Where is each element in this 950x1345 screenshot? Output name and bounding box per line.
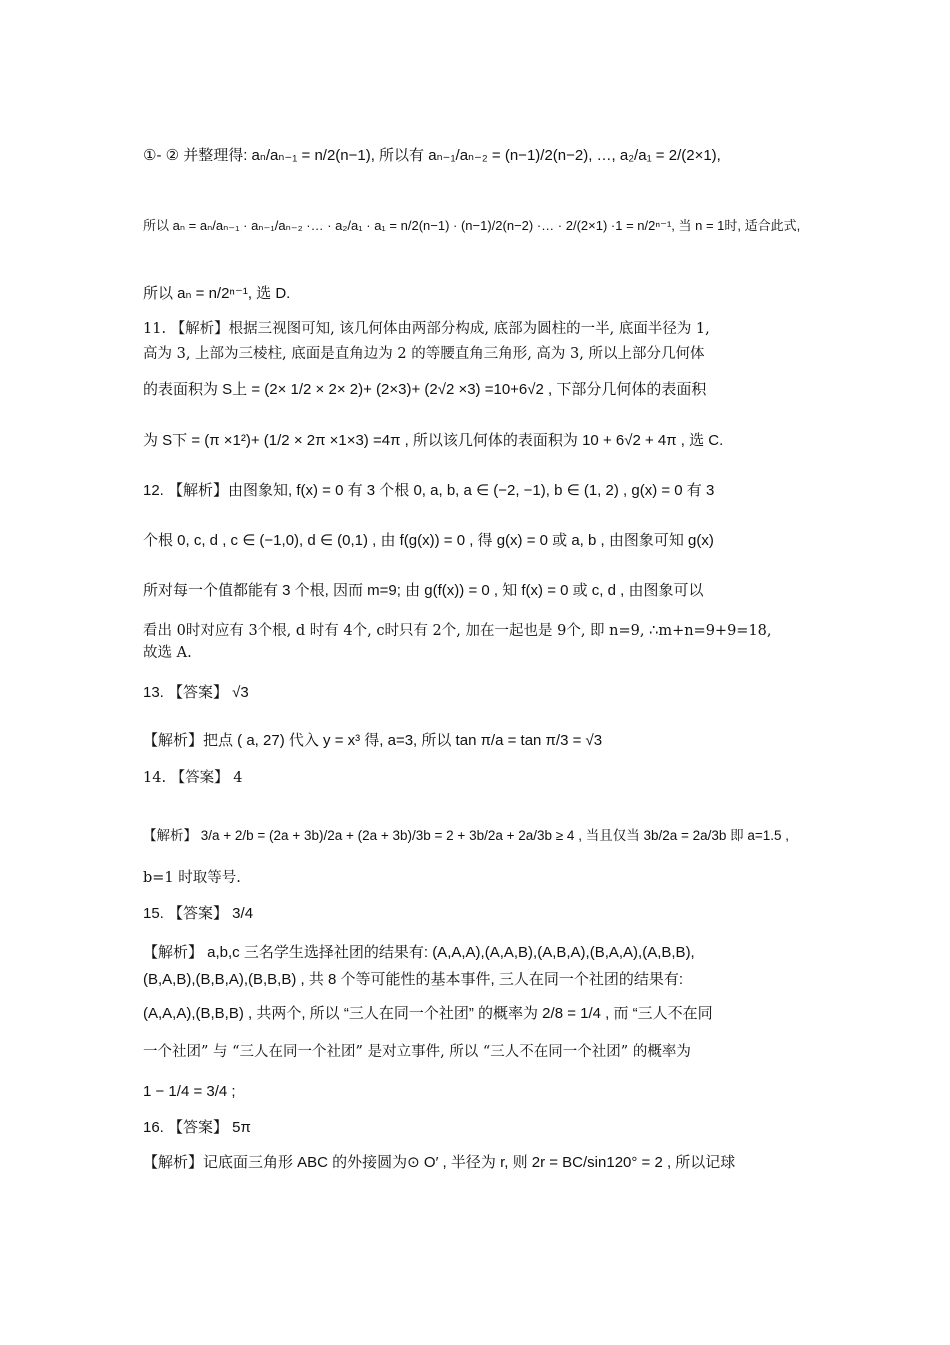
line-24: 16. 【答案】 5π xyxy=(143,1119,251,1136)
line-25: 【解析】记底面三角形 ABC 的外接圆为⊙ O′ , 半径为 r, 则 2r = BC/sin120° = 2 , 所以记球 xyxy=(143,1154,736,1171)
line-4: 11. 【解析】根据三视图可知, 该几何体由两部分构成, 底部为圆柱的一半, 底面半径为 1, xyxy=(143,321,710,337)
line-14: 【解析】把点 ( a, 27) 代入 y = x³ 得, a=3, 所以 tan π/a = tan π/3 = √3 xyxy=(143,732,603,749)
line-16: 【解析】 3/a + 2/b = (2a + 3b)/2a + (2a + 3b)/3b = 2 + 3b/2a + 2a/3b ≥ 4 , 当且仅当 3b/2a = 2a/3b 即 a=1.5 , xyxy=(143,828,790,843)
line-11: 看出 0时对应有 3个根, d 时有 4个, c时只有 2个, 加在一起也是 9个, 即 n=9, ∴m+n=9+9=18, xyxy=(143,623,772,639)
line-8: 12. 【解析】由图象知, f(x) = 0 有 3 个根 0, a, b, a ∈ (−2, −1), b ∈ (1, 2) , g(x) = 0 有 3 xyxy=(143,482,715,499)
line-7: 为 S下 = (π ×1²)+ (1/2 × 2π ×1×3) =4π , 所以该几何体的表面积为 10 + 6√2 + 4π , 选 C. xyxy=(143,432,724,449)
line-2: 所以 aₙ = aₙ/aₙ₋₁ · aₙ₋₁/aₙ₋₂ ·… · a₂/a₁ · a₁ = n/2(n−1) · (n−1)/2(n−2) ·… · 2/(2×1) ·1 = n/2ⁿ⁻¹, 当 n = 1时, 适合此式, xyxy=(143,218,801,233)
line-13: 13. 【答案】 √3 xyxy=(143,684,249,701)
line-5: 高为 3, 上部为三棱柱, 底面是直角边为 2 的等腰直角三角形, 高为 3, 所以上部分几何体 xyxy=(143,346,705,362)
line-20: (B,A,B),(B,B,A),(B,B,B) , 共 8 个等可能性的基本事件, 三人在同一个社团的结果有: xyxy=(143,971,684,988)
line-23: 1 − 1/4 = 3/4 ; xyxy=(143,1083,236,1100)
line-19: 【解析】 a,b,c 三名学生选择社团的结果有: (A,A,A),(A,A,B),(A,B,A),(B,A,A),(A,B,B), xyxy=(143,944,695,961)
line-9: 个根 0, c, d , c ∈ (−1,0), d ∈ (0,1) , 由 f(g(x)) = 0 , 得 g(x) = 0 或 a, b , 由图象可知 g(x) xyxy=(143,532,714,549)
line-21: (A,A,A),(B,B,B) , 共两个, 所以 “三人在同一个社团” 的概率为 2/8 = 1/4 , 而 “三人不在同 xyxy=(143,1005,713,1022)
line-6: 的表面积为 S上 = (2× 1/2 × 2× 2)+ (2×3)+ (2√2 ×3) =10+6√2 , 下部分几何体的表面积 xyxy=(143,381,707,398)
line-15: 14. 【答案】 4 xyxy=(143,770,243,786)
line-3: 所以 aₙ = n/2ⁿ⁻¹, 选 D. xyxy=(143,285,291,302)
line-1: ①- ② 并整理得: aₙ/aₙ₋₁ = n/2(n−1), 所以有 aₙ₋₁/aₙ₋₂ = (n−1)/2(n−2), …, a₂/a₁ = 2/(2×1), xyxy=(143,147,721,164)
line-18: 15. 【答案】 3/4 xyxy=(143,905,254,922)
line-22: 一个社团” 与 “三人在同一个社团” 是对立事件, 所以 “三人不在同一个社团” 的概率为 xyxy=(143,1044,691,1060)
line-12: 故选 A. xyxy=(143,645,192,661)
line-10: 所对每一个值都能有 3 个根, 因而 m=9; 由 g(f(x)) = 0 , 知 f(x) = 0 或 c, d , 由图象可以 xyxy=(143,582,704,599)
line-17: b=1 时取等号. xyxy=(143,870,241,886)
